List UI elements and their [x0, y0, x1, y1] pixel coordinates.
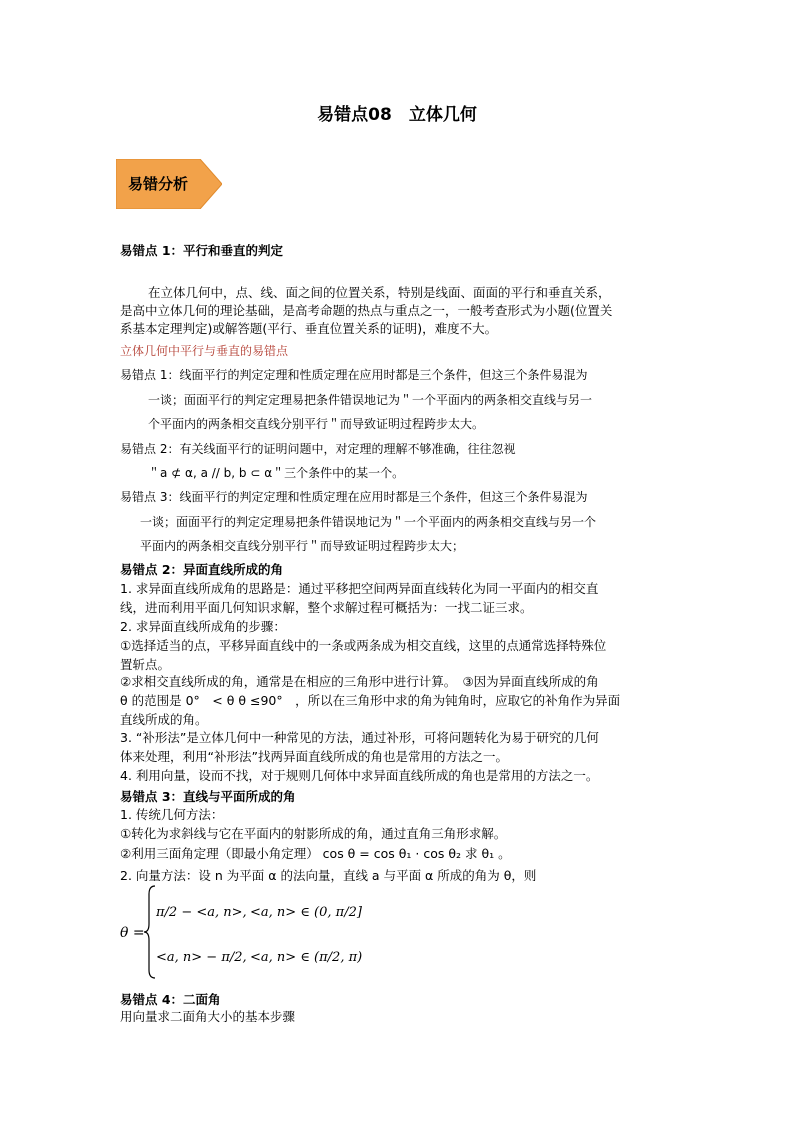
error-2-line-1: 易错点 2：有关线面平行的证明问题中，对定理的理解不够准确，往往忽视 — [120, 442, 516, 456]
point-2-line-3: 2. 求异面直线所成角的步骤： — [120, 619, 286, 634]
heading-point-2: 易错点 2：异面直线所成的角 — [120, 562, 284, 577]
point-3-line-2: ①转化为求斜线与它在平面内的射影所成的角，通过直角三角形求解。 — [120, 826, 507, 841]
error-3-line-2: 一谈；面面平行的判定定理易把条件错误地记为＂一个平面内的两条相交直线与另一个 — [140, 515, 597, 529]
error-3-line-3: 平面内的两条相交直线分别平行＂而导致证明过程跨步太大； — [140, 539, 465, 553]
heading-point-1: 易错点 1：平行和垂直的判定 — [120, 243, 284, 258]
point-2-line-9: 3. “补形法”是立体几何中一种常见的方法，通过补形，可将问题转化为易于研究的几何 — [120, 730, 599, 745]
error-3-line-1: 易错点 3：线面平行的判定定理和性质定理在应用时都是三个条件，但这三个条件易混为 — [120, 490, 588, 504]
intro-line-2: 是高中立体几何的理论基础，是高考命题的热点与重点之一，一般考查形式为小题(位置关 — [120, 303, 613, 318]
error-1-line-1: 易错点 1：线面平行的判定定理和性质定理在应用时都是三个条件，但这三个条件易混为 — [120, 368, 588, 382]
point-2-line-4: ①选择适当的点，平移异面直线中的一条或两条成为相交直线，这里的点通常选择特殊位 — [120, 638, 607, 653]
point-2-line-10: 体来处理，利用“补形法”找两异面直线所成的角也是常用的方法之一。 — [120, 749, 508, 764]
heading-point-3: 易错点 3：直线与平面所成的角 — [120, 789, 296, 804]
section-badge — [116, 159, 222, 209]
formula-brace — [143, 884, 157, 980]
formula-case-2-expr: <a, n> − π/2, — [156, 950, 247, 965]
formula-case-2-condition: <a, n> ∈ (π/2, π) — [250, 950, 363, 965]
formula-case-1-expr: π/2 − <a, n>, — [156, 905, 247, 920]
error-2-line-2: ＂a ⊄ α, a // b, b ⊂ α＂三个条件中的某一个。 — [148, 466, 405, 480]
point-3-line-4: 2. 向量方法：设 n 为平面 α 的法向量，直线 a 与平面 α 所成的角为 θ，则 — [120, 868, 537, 883]
point-4-line-1: 用向量求二面角大小的基本步骤 — [120, 1009, 296, 1024]
point-2-line-2: 线，进而利用平面几何知识求解，整个求解过程可概括为：一找二证三求。 — [120, 600, 533, 615]
point-2-line-5: 置斩点。 — [120, 657, 171, 672]
subtitle-parallel-perpendicular: 立体几何中平行与垂直的易错点 — [120, 344, 289, 358]
point-2-line-7: θ 的范围是 0° < θ θ ≤90° ，所以在三角形中求的角为钝角时，应取它的补角作为异面 — [120, 693, 621, 708]
intro-line-1: 在立体几何中，点、线、面之间的位置关系，特别是线面、面面的平行和垂直关系， — [148, 285, 611, 300]
heading-point-4: 易错点 4：二面角 — [120, 992, 221, 1007]
formula-case-1-condition: <a, n> ∈ (0, π/2] — [250, 905, 362, 920]
point-3-line-1: 1. 传统几何方法： — [120, 807, 224, 822]
point-2-line-11: 4. 利用向量，设而不找，对于规则几何体中求异面直线所成的角也是常用的方法之一。 — [120, 768, 599, 783]
point-2-line-6: ②求相交直线所成的角，通常是在相应的三角形中进行计算。 ③因为异面直线所成的角 — [120, 674, 599, 689]
page-title: 易错点08 立体几何 — [317, 105, 477, 125]
point-2-line-8: 直线所成的角。 — [120, 712, 208, 727]
error-1-line-2: 一谈；面面平行的判定定理易把条件错误地记为＂一个平面内的两条相交直线与另一 — [148, 393, 593, 407]
formula-lhs: θ = — [120, 925, 145, 941]
section-badge-label: 易错分析 — [128, 175, 189, 193]
point-3-line-3: ②利用三面角定理（即最小角定理） cos θ = cos θ₁ · cos θ₂ 求 θ₁ 。 — [120, 846, 511, 861]
intro-line-3: 系基本定理判定)或解答题(平行、垂直位置关系的证明)，难度不大。 — [120, 321, 498, 336]
error-1-line-3: 个平面内的两条相交直线分别平行＂而导致证明过程跨步太大。 — [148, 417, 485, 431]
point-2-line-1: 1. 求异面直线所成角的思路是：通过平移把空间两异面直线转化为同一平面内的相交直 — [120, 581, 599, 596]
